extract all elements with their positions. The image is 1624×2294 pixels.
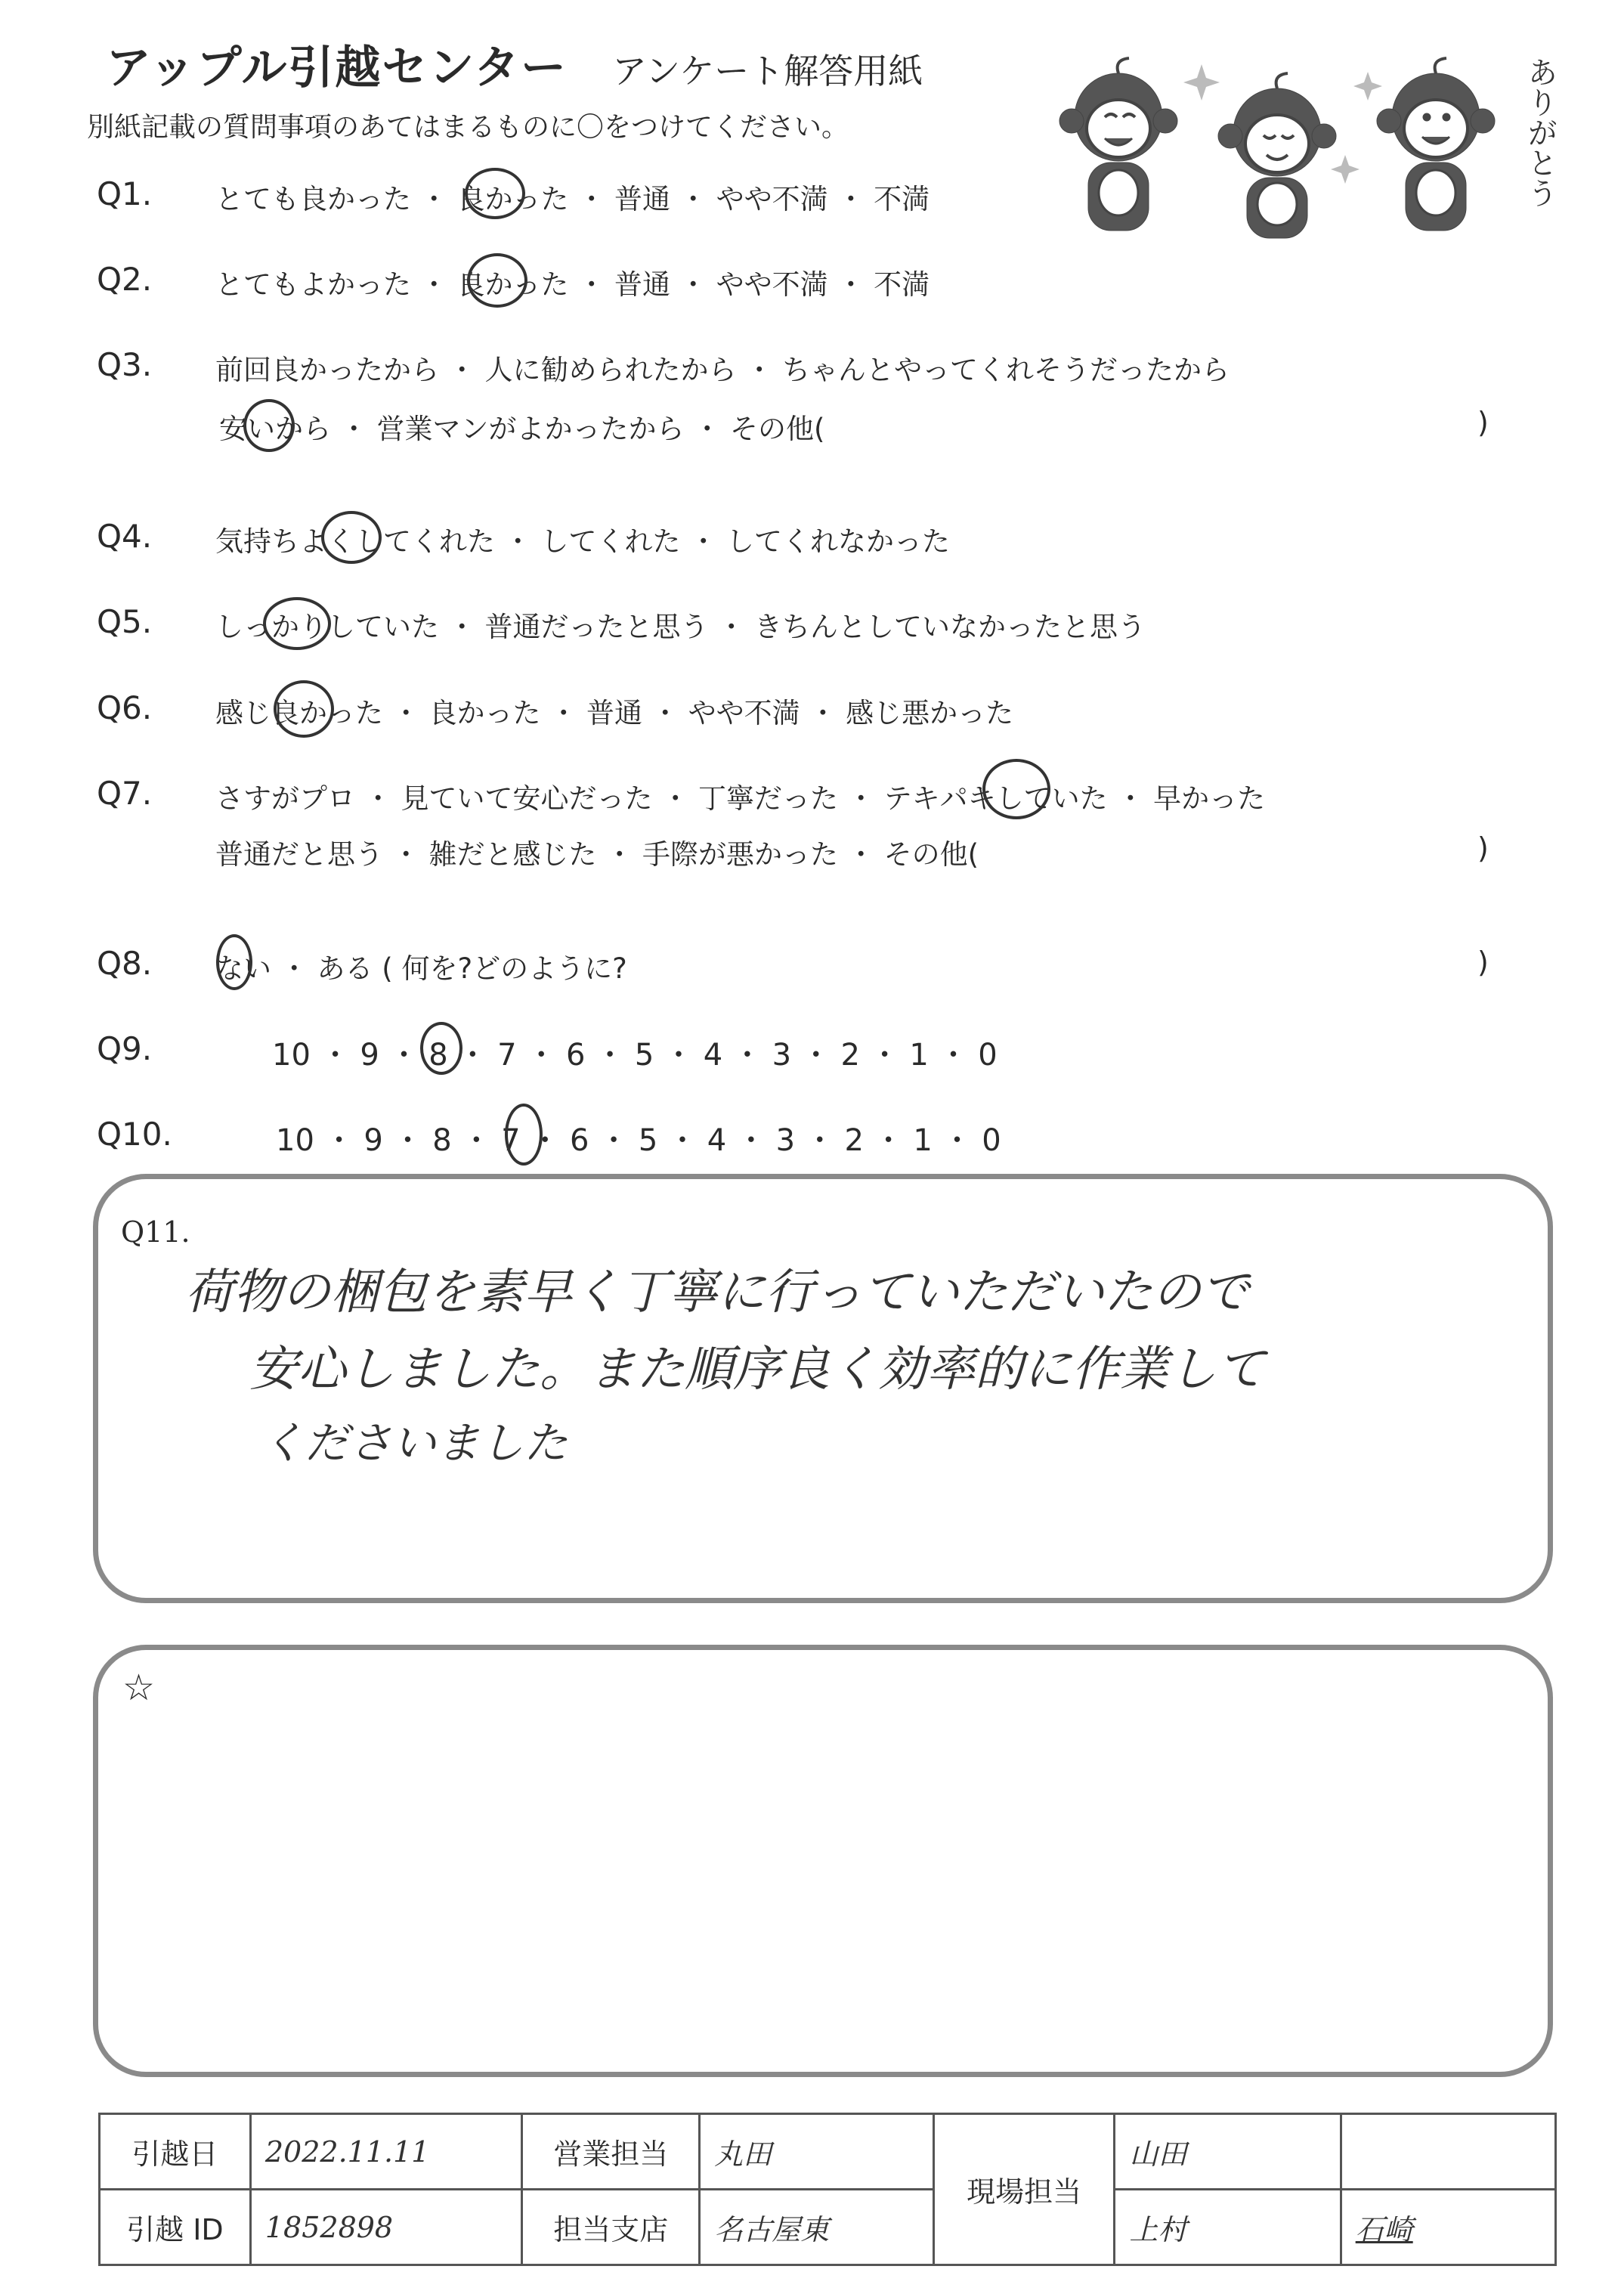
footer-info-table [98, 2113, 1557, 2266]
instructions: 別紙記載の質問事項のあてはまるものに〇をつけてください。 [87, 112, 849, 143]
q7-options-line1: さすがプロ ・ 見ていて安心だった ・ 丁寧だった ・ テキパキしていた ・ 早かった [215, 782, 1266, 815]
sales-rep-label: 営業担当 [522, 2114, 700, 2190]
q11-answer-line-3: くださいました [261, 1417, 568, 1469]
q11-label: Q11. [121, 1215, 190, 1249]
q3-options-line1: 前回良かったから ・ 人に勧められたから ・ ちゃんとやってくれそうだったから [215, 354, 1230, 386]
comments-box-star: ☆ [122, 1667, 156, 1709]
monkey-mascot-icon [1059, 58, 1177, 231]
q7-paren-close: ) [1477, 831, 1489, 865]
branch-label: 担当支店 [522, 2190, 700, 2265]
q10-scale: 10 ・ 9 ・ 8 ・ 7 ・ 6 ・ 5 ・ 4 ・ 3 ・ 2 ・ 1 ・ 0 [276, 1123, 1001, 1158]
signature: 石崎 [1341, 2190, 1555, 2265]
site-rep-1-value: 山田 [1115, 2114, 1341, 2190]
q8-selection-circle [216, 934, 252, 990]
site-rep-label: 現場担当 [933, 2114, 1115, 2265]
monkey-mascot-icon [1377, 58, 1495, 231]
branch-value: 名古屋東 [700, 2190, 933, 2265]
q5-selection-circle [263, 597, 331, 650]
monkey-mascot-icon [1218, 73, 1336, 238]
q3-selection-circle [243, 399, 295, 452]
q6-selection-circle [274, 680, 334, 738]
q10-selection-circle [505, 1104, 543, 1166]
monkey-mascots-illustration [1013, 42, 1557, 246]
q4-options: 気持ちよくしてくれた ・ してくれた ・ してくれなかった [215, 525, 951, 558]
q6-options: 感じ良かった ・ 良かった ・ 普通 ・ やや不満 ・ 感じ悪かった [215, 697, 1014, 729]
empty-cell [1341, 2114, 1555, 2190]
q8-label: Q8. [97, 945, 153, 982]
move-id-value: 1852898 [250, 2190, 522, 2265]
q1-selection-circle [465, 168, 525, 219]
q7-options-line2: 普通だと思う ・ 雑だと感じた ・ 手際が悪かった ・ その他( [215, 838, 979, 871]
q6-label: Q6. [97, 689, 153, 726]
sales-rep-value: 丸田 [700, 2114, 933, 2190]
q5-label: Q5. [97, 603, 153, 640]
q4-label: Q4. [97, 518, 153, 555]
q8-options: ない ・ ある ( 何を?どのように? [215, 952, 627, 985]
q9-label: Q9. [97, 1030, 153, 1067]
q2-label: Q2. [97, 261, 153, 298]
comments-box [93, 1645, 1553, 2077]
q11-answer-line-1: 荷物の梱包を素早く丁寧に行っていただいたので [185, 1265, 1249, 1320]
q8-paren-close: ) [1477, 946, 1489, 979]
site-rep-2-value: 上村 [1115, 2190, 1341, 2265]
q1-options: とても良かった ・ 良かった ・ 普通 ・ やや不満 ・ 不満 [215, 183, 930, 215]
q5-options: しっかりしていた ・ 普通だったと思う ・ きちんとしていなかったと思う [215, 611, 1146, 643]
form-subtitle: アンケート解答用紙 [612, 51, 923, 91]
form-title: アップル引越センター [106, 42, 568, 94]
q9-scale: 10 ・ 9 ・ 8 ・ 7 ・ 6 ・ 5 ・ 4 ・ 3 ・ 2 ・ 1 ・ 0 [272, 1038, 998, 1073]
move-id-label: 引越 ID [100, 2190, 251, 2265]
q1-label: Q1. [97, 175, 153, 212]
move-date-label: 引越日 [100, 2114, 251, 2190]
q2-options: とてもよかった ・ 良かった ・ 普通 ・ やや不満 ・ 不満 [215, 268, 930, 301]
q3-label: Q3. [97, 346, 153, 383]
mascot-caption: ありがとう [1523, 57, 1557, 208]
q11-answer-line-2: 安心しました。また順序良く効率的に作業して [249, 1342, 1265, 1398]
q2-selection-circle [467, 253, 527, 308]
q3-options-line2: 安いから ・ 営業マンがよかったから ・ その他( [219, 413, 825, 445]
q10-label: Q10. [97, 1116, 172, 1153]
q4-selection-circle [321, 511, 382, 564]
q7-label: Q7. [97, 775, 153, 812]
q9-selection-circle [420, 1022, 462, 1075]
q3-paren-close: ) [1477, 406, 1489, 439]
move-date-value: 2022.11.11 [250, 2114, 522, 2190]
q7-selection-circle [982, 759, 1050, 819]
